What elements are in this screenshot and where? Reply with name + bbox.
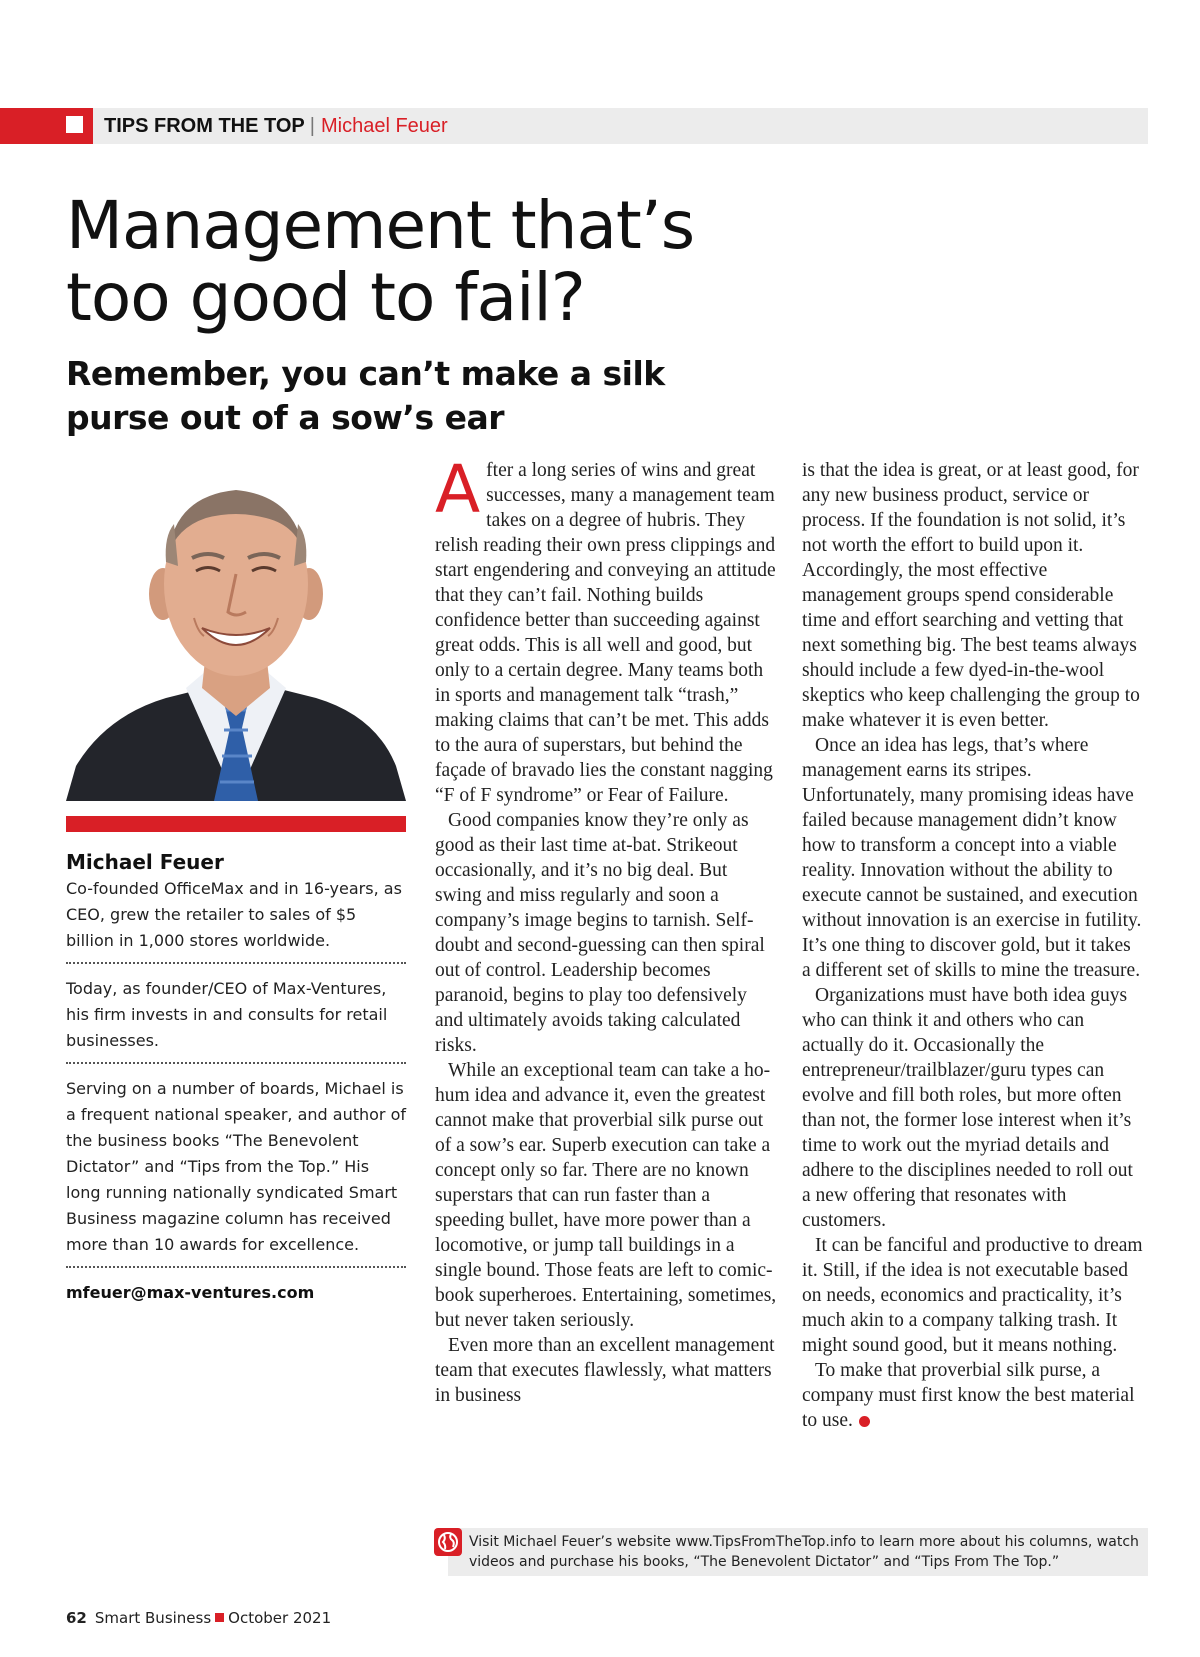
bio-divider <box>66 1062 406 1064</box>
end-mark-icon <box>859 1416 870 1427</box>
author-bio <box>66 848 406 1306</box>
header-square-icon <box>66 116 83 133</box>
body-paragraph-last <box>802 1358 1144 1433</box>
body-paragraph: Once an idea has legs, that’s where management earns its stripes. Unfortunately, many promising ideas have failed because management didn’t know how to transform a concept into a viable reality. Innovation without the ability to execute cannot be sustained, and execution without innovation is an exercise in futility. It’s one thing to discover gold, but it takes a different set of skills to mine the treasure. <box>802 735 1142 981</box>
body-paragraph: While an exceptional team can take a ho-hum idea and advance it, even the greatest cannot make that proverbial silk purse out of a sow’s ear. Superb execution can take a concept only so far. There are no known superstars that can run faster than a speeding bullet, have more power than a locomotive, or jump tall buildings in a single bound. Those feats are left to comic-book superheroes. Entertaining, sometimes, but never taken seriously. <box>435 1060 777 1331</box>
bio-divider <box>66 1266 406 1268</box>
section-header <box>104 113 448 139</box>
folio-square-icon <box>215 1613 224 1622</box>
body-paragraph: It can be fanciful and productive to dream it. Still, if the idea is not executable based on needs, economics and practicality, it’s much akin to a company talking trash. It might sound good, but it means nothing. <box>802 1235 1143 1356</box>
body-column-1 <box>435 451 777 1408</box>
bio-paragraph-1: Co-founded OfficeMax and in 16-years, as CEO, grew the retailer to sales of $5 billion in 1,000 stores worldwide. <box>66 879 402 950</box>
body-paragraph <box>435 451 777 808</box>
website-note-text: Visit Michael Feuer’s website www.TipsFromTheTop.info to learn more about his columns, watch videos and purchase his books, “The Benevolent Dictator” and “Tips From The Top.” <box>469 1534 1139 1570</box>
header-separator: | <box>309 115 315 137</box>
portrait-red-rule <box>66 816 406 832</box>
publication-name: Smart Business <box>94 1609 212 1627</box>
article-subhead: Remember, you can’t make a silk purse out of a sow’s ear <box>66 354 665 437</box>
bio-block-1 <box>66 848 406 962</box>
closing-text: To make that proverbial silk purse, a company must first know the best material to use. <box>802 1360 1135 1431</box>
body-paragraph: Good companies know they’re only as good as their last time at-bat. Strikeout occasionally, and it’s no big deal. But swing and miss regularly and soon a company’s image begins to tarnish. Self-doubt and second-guessing can then spiral out of control. Leadership becomes paranoid, begins to play too defensively and ultimately avoids taking calculated risks. <box>435 810 765 1056</box>
bio-divider <box>66 962 406 964</box>
body-paragraph: Even more than an excellent management team that executes flawlessly, what matters in business <box>435 1335 775 1406</box>
issue-date: October 2021 <box>228 1609 332 1627</box>
bio-email-link[interactable]: mfeuer@max-ventures.com <box>66 1283 315 1302</box>
bio-name: Michael Feuer <box>66 850 224 874</box>
header-author: Michael Feuer <box>320 115 448 137</box>
body-paragraph: Organizations must have both idea guys who can think it and others who can actually do it. Occasionally the entrepreneur/trailblazer/guru types can evolve and fill both roles, but more often than not, the former lose interest when it’s time to work out the myriad details and adhere to the disciplines needed to roll out a new offering that resonates with customers. <box>802 985 1133 1231</box>
body-column-2 <box>802 458 1144 1433</box>
body-paragraph-1-text: fter a long series of wins and great successes, many a management team takes on a degree of hubris. They relish reading their own press clippings and start engendering and conveying an attitude that they can’t fail. Nothing builds confidence better than succeeding against great odds. This is all well and good, but only to a certain degree. Many teams both in sports and management talk “trash,” making claims that can’t be met. This adds to the aura of superstars, but behind the façade of bravado lies the constant nagging “F of F syndrome” or Fear of Failure. <box>435 460 776 806</box>
body-paragraph-continued: is that the idea is great, or at least good, for any new business product, service or process. If the foundation is not solid, it’s not worth the effort to build upon it. Accordingly, the most effective management groups spend considerable time and effort searching and vetting that next something big. The best teams always should include a few dyed-in-the-wool skeptics who keep challenging the group to make whatever it is even better. <box>802 460 1140 731</box>
author-portrait <box>66 466 406 801</box>
bio-paragraph-2: Today, as founder/CEO of Max-Ventures, his firm invests in and consults for retail businesses. <box>66 979 388 1050</box>
bio-paragraph-3: Serving on a number of boards, Michael is a frequent national speaker, and author of the business books “The Benevolent Dictator” and “Tips from the Top.” His long running nationally syndicated Smart Business magazine column has received more than 10 awards for excellence. <box>66 1079 407 1254</box>
globe-icon <box>434 1528 462 1556</box>
section-title: TIPS FROM THE TOP <box>104 115 305 137</box>
page-number: 62 <box>66 1609 87 1627</box>
page-folio <box>66 1608 331 1628</box>
article-headline: Management that’s too good to fail? <box>66 187 695 336</box>
drop-cap: A <box>435 451 481 528</box>
